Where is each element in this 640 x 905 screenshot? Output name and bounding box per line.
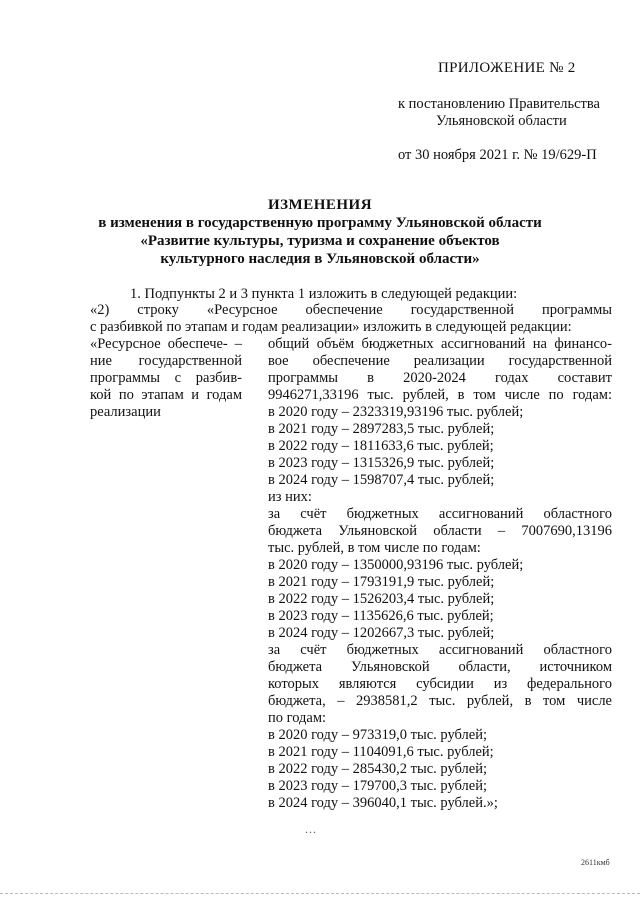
- table-right-line: вое обеспечение реализации государственной: [268, 353, 612, 369]
- table-right-line: в 2023 году – 1135626,6 тыс. рублей;: [268, 608, 494, 624]
- table-right-line: в 2022 году – 285430,2 тыс. рублей;: [268, 761, 488, 777]
- table-right-line: в 2020 году – 973319,0 тыс. рублей;: [268, 727, 488, 743]
- table-right-line: в 2020 году – 2323319,93196 тыс. рублей;: [268, 404, 524, 420]
- scan-edge-line: [0, 893, 640, 895]
- table-right-line: тыс. рублей, в том числе по годам:: [268, 540, 481, 556]
- document-subtitle-line-2: «Развитие культуры, туризма и сохранение объектов: [140, 233, 500, 249]
- column-divider: [255, 336, 256, 824]
- table-right-line: в 2022 году – 1811633,6 тыс. рублей;: [268, 438, 494, 454]
- appendix-label: ПРИЛОЖЕНИЕ № 2: [438, 60, 576, 76]
- table-right-line: бюджета Ульяновской области – 7007690,13196: [268, 523, 612, 539]
- region-name: Ульяновской области: [436, 113, 567, 129]
- table-right-line: бюджета Ульяновской области, источником: [268, 659, 612, 675]
- continuation-mark: ...: [305, 822, 317, 836]
- table-right-column: [268, 336, 612, 812]
- table-right-line: в 2024 году – 396040,1 тыс. рублей.»;: [268, 795, 498, 811]
- item-1-paragraph: 1. Подпункты 2 и 3 пункта 1 изложить в следующей редакции:: [130, 286, 518, 302]
- table-left-line: кой по этапам и годам: [90, 387, 242, 403]
- table-right-line: 9946271,33196 тыс. рублей, в том числе по годам:: [268, 387, 612, 403]
- table-right-line: которых являются субсидии из федерального: [268, 676, 612, 692]
- table-right-line: в 2021 году – 1793191,9 тыс. рублей;: [268, 574, 495, 590]
- table-right-line: программы в 2020-2024 годах составит: [268, 370, 612, 386]
- table-right-line: за счёт бюджетных ассигнований областного: [268, 506, 612, 522]
- table-right-line: по годам:: [268, 710, 327, 726]
- item-2-paragraph-line-1: «2) строку «Ресурсное обеспечение государственной программы: [90, 302, 612, 318]
- table-right-line: в 2020 году – 1350000,93196 тыс. рублей;: [268, 557, 524, 573]
- table-right-line: общий объём бюджетных ассигнований на финансо-: [268, 336, 612, 352]
- table-right-line: за счёт бюджетных ассигнований областного: [268, 642, 612, 658]
- table-right-line: бюджета, – 2938581,2 тыс. рублей, в том числе: [268, 693, 612, 709]
- table-left-column: [90, 336, 242, 421]
- table-left-line: ние государственной: [90, 353, 242, 369]
- table-left-line: реализации: [90, 404, 161, 420]
- table-right-line: в 2023 году – 1315326,9 тыс. рублей;: [268, 455, 495, 471]
- table-right-line: в 2022 году – 1526203,4 тыс. рублей;: [268, 591, 495, 607]
- table-right-line: в 2021 году – 1104091,6 тыс. рублей;: [268, 744, 494, 760]
- document-title: ИЗМЕНЕНИЯ: [267, 197, 373, 213]
- item-2-paragraph-line-2: с разбивкой по этапам и годам реализации» изложить в следующей редакции:: [90, 319, 572, 335]
- table-right-line: в 2023 году – 179700,3 тыс. рублей;: [268, 778, 488, 794]
- table-right-line: в 2024 году – 1202667,3 тыс. рублей;: [268, 625, 495, 641]
- document-code: 2611кмб: [581, 858, 610, 867]
- table-right-line: в 2024 году – 1598707,4 тыс. рублей;: [268, 472, 495, 488]
- table-left-line: программы с разбив-: [90, 370, 242, 386]
- resolution-reference: к постановлению Правительства: [398, 96, 600, 112]
- document-subtitle-line-1: в изменения в государственную программу Ульяновской области: [98, 215, 542, 231]
- table-left-line: «Ресурсное обеспече- –: [90, 336, 242, 352]
- document-subtitle-line-3: культурного наследия в Ульяновской области»: [160, 251, 480, 267]
- resolution-date-number: от 30 ноября 2021 г. № 19/629-П: [398, 147, 597, 163]
- table-right-line: в 2021 году – 2897283,5 тыс. рублей;: [268, 421, 495, 437]
- table-right-line: из них:: [268, 489, 312, 505]
